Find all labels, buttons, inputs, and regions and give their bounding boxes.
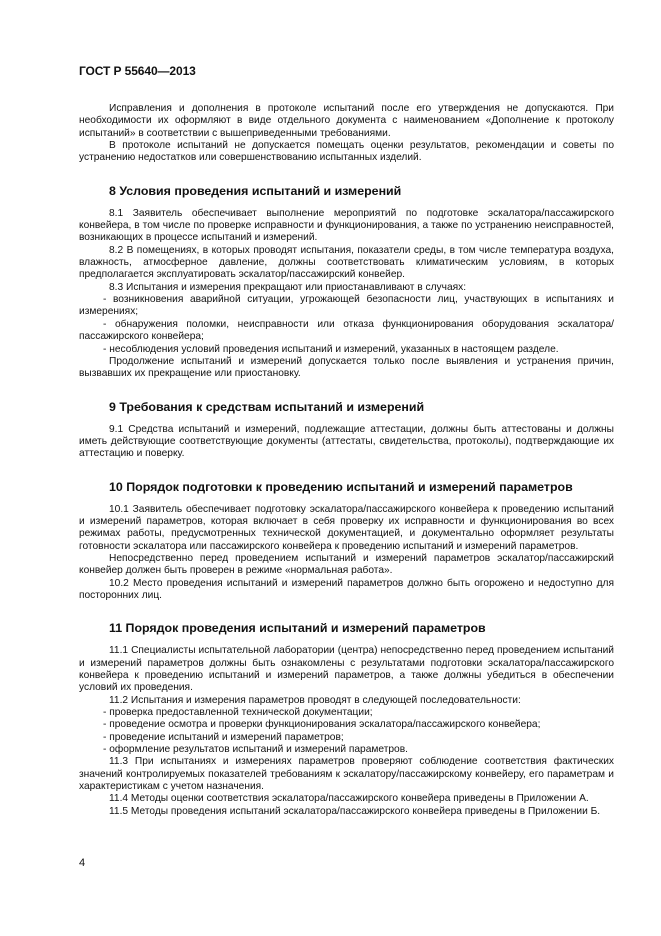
list-item: - возникновения аварийной ситуации, угрожающей безопасности лиц, участвующих в испытаниях и измерениях; (79, 294, 614, 318)
paragraph-11-1: 11.1 Специалисты испытательной лаборатории (центра) непосредственно перед проведением испытаний и измерений параметров должны быть ознакомлены с результатами подготовки эскалатора/пассажирского конвейера к проведению испытаний и измерений параметров, а также должны убедиться в обеспечении условий их проведения. (79, 645, 614, 694)
list-item: - проверка предоставленной технической документации; (103, 707, 373, 719)
section-11-heading: 11 Порядок проведения испытаний и измерений параметров (109, 621, 486, 636)
paragraph-10-2: 10.2 Место проведения испытаний и измерений параметров должно быть огорожено и недоступно для посторонних лиц. (79, 577, 614, 601)
section-10-heading: 10 Порядок подготовки к проведению испытаний и измерений параметров (109, 479, 573, 494)
document-header: ГОСТ Р 55640—2013 (79, 64, 196, 78)
paragraph-9-1: 9.1 Средства испытаний и измерений, подлежащие аттестации, должны быть аттестованы и должны иметь действующие соответствующие документы (аттестаты, свидетельства, протоколы), подтверждающие их аттестацию и поверку. (79, 423, 614, 460)
document-body (79, 103, 614, 818)
paragraph-10-1-continuation: Непосредственно перед проведением испытаний и измерений параметров эскалатор/пассажирский конвейер должен быть проверен в режиме «нормальная работа». (79, 552, 614, 577)
paragraph-11-3: 11.3 При испытаниях и измерениях параметров проверяют соблюдение соответствия фактических значений контролируемых показателей требованиям к эскалатору/пассажирскому конвейеру, его параметрам и характеристикам с учетом назначения. (79, 756, 614, 793)
list-item: - обнаружения поломки, неисправности или отказа функционирования оборудования эскалатора/пассажирского конвейера; (79, 318, 614, 343)
list-item: - несоблюдения условий проведения испытаний и измерений, указанных в настоящем разделе. (103, 343, 559, 355)
intro-paragraph: Исправления и дополнения в протоколе испытаний после его утверждения не допускаются. При необходимости их оформляют в виде отдельного документа с наименованием «Дополнение к протоколу испытаний» в соответствии с вышеприведенными требованиями. (79, 103, 614, 139)
paragraph-8-continuation: Продолжение испытаний и измерений допускается только после выявления и устранения причин, вызвавших их прекращение или приостановку. (79, 355, 614, 380)
paragraph-8-1: 8.1 Заявитель обеспечивает выполнение мероприятий по подготовке эскалатора/пассажирского конвейера, в том числе по проверке исправности и функционирования, а также по устранению неисправностей, возникающих в процессе испытаний и измерений. (79, 207, 614, 244)
paragraph-11-4: 11.4 Методы оценки соответствия эскалатора/пассажирского конвейера приведены в Приложении А. (109, 793, 589, 805)
paragraph-10-1: 10.1 Заявитель обеспечивает подготовку эскалатора/пассажирского конвейера к проведению испытаний и измерений параметров, которая включает в себя проверку их исправности и функционирования во всех режимах работы, предусмотренных технической документацией, и документально оформляет результаты готовности эскалатора или пассажирского конвейера к проведению испытаний и измерений параметров. (79, 503, 614, 552)
paragraph-11-5: 11.5 Методы проведения испытаний эскалатора/пассажирского конвейера приведены в Приложении Б. (109, 805, 601, 817)
paragraph-8-2: 8.2 В помещениях, в которых проводят испытания, показатели среды, в том числе температура воздуха, влажность, атмосферное давление, должны соответствовать климатическим условиям, в которых предполагается эксплуатировать эскалатор/пассажирский конвейер. (79, 244, 614, 281)
paragraph-11-2: 11.2 Испытания и измерения параметров проводят в следующей последовательности: (109, 694, 521, 706)
section-8-heading: 8 Условия проведения испытаний и измерений (109, 183, 402, 198)
list-item: - проведение осмотра и проверки функционирования эскалатора/пассажирского конвейера; (103, 719, 541, 731)
list-item: - оформление результатов испытаний и измерений параметров. (103, 744, 408, 756)
page-number: 4 (79, 857, 86, 869)
section-9-heading: 9 Требования к средствам испытаний и измерений (109, 399, 425, 414)
paragraph-8-3: 8.3 Испытания и измерения прекращают или приостанавливают в случаях: (109, 281, 467, 293)
intro-paragraph: В протоколе испытаний не допускается помещать оценки результатов, рекомендации и советы по устранению недостатков или совершенствованию испытанных изделий. (79, 140, 614, 164)
list-item: - проведение испытаний и измерений параметров; (103, 731, 344, 743)
